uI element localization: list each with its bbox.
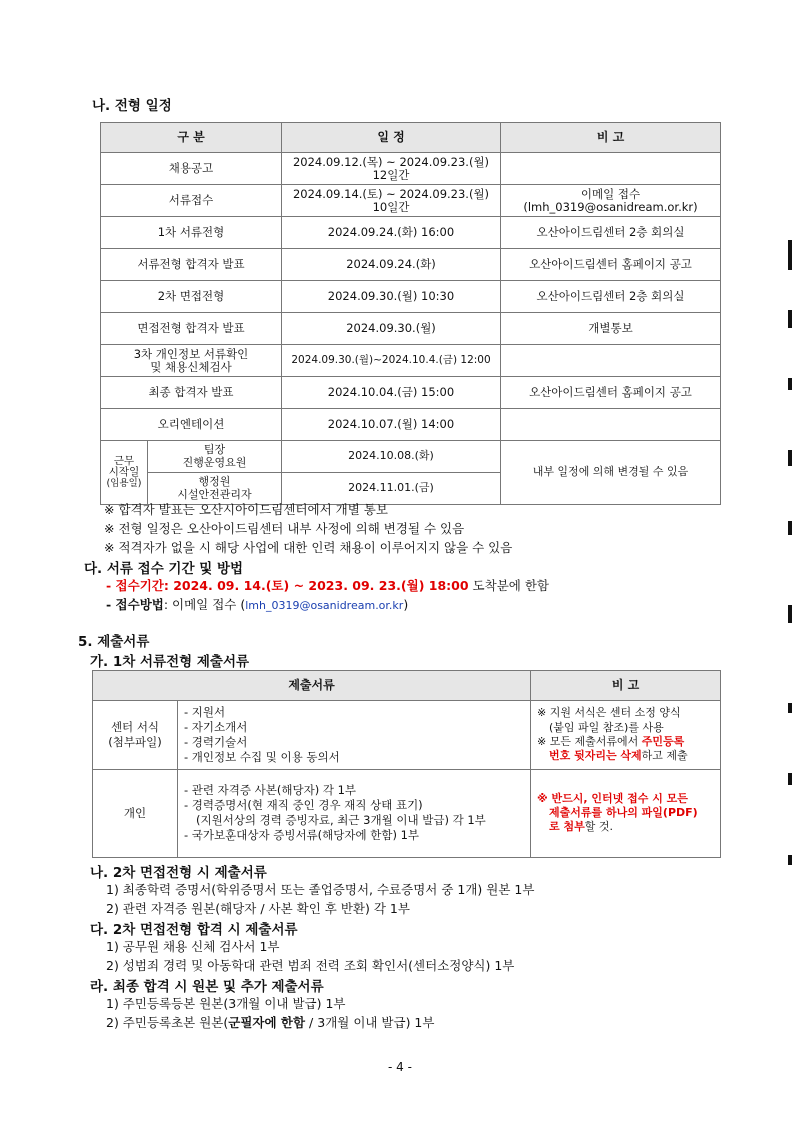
row-label: 1차 서류전형 xyxy=(101,217,282,249)
row-items: - 지원서 - 자기소개서 - 경력기술서 - 개인정보 수집 및 이용 동의서 xyxy=(178,701,531,770)
table-row xyxy=(93,769,721,857)
subheading-interview-pass: 다. 2차 면접전형 합격 시 제출서류 xyxy=(90,922,298,938)
submission-method: - 접수방법: 이메일 접수 (lmh_0319@osanidream.or.kr) xyxy=(106,597,409,612)
col-header-date: 일 정 xyxy=(282,123,501,153)
list-item: 2) 성범죄 경력 및 아동학대 관련 범죄 전력 조회 확인서(센터소정양식) 1부 xyxy=(106,958,515,973)
submission-period: - 접수기간: 2024. 09. 14.(토) ~ 2023. 09. 23.(월) 18:00 도착분에 한함 xyxy=(106,578,549,593)
section-heading-submission: 다. 서류 접수 기간 및 방법 xyxy=(84,561,244,577)
row-date: 2024.09.24.(화) 16:00 xyxy=(282,217,501,249)
documents-table xyxy=(92,670,721,858)
row-label: 오리엔테이션 xyxy=(101,409,282,441)
note-line: ※ 합격자 발표는 오산시아이드림센터에서 개별 통보 xyxy=(104,502,388,517)
table-row xyxy=(101,249,721,281)
table-row xyxy=(101,313,721,345)
row-note: 개별통보 xyxy=(501,313,721,345)
role-cell: 팀장 진행운영요원 xyxy=(148,441,282,473)
col-header-category: 구 분 xyxy=(101,123,282,153)
subheading-first-round: 가. 1차 서류전형 제출서류 xyxy=(90,654,250,670)
row-date: 2024.10.08.(화) xyxy=(282,441,501,473)
row-label: 센터 서식 (첨부파일) xyxy=(93,701,178,770)
schedule-table xyxy=(100,122,721,505)
list-item: 2) 주민등록초본 원본(군필자에 한함 / 3개월 이내 발급) 1부 xyxy=(106,1015,435,1030)
row-note: 오산아이드림센터 2층 회의실 xyxy=(501,217,721,249)
subheading-interview: 나. 2차 면접전형 시 제출서류 xyxy=(90,865,267,881)
table-row xyxy=(101,441,721,473)
row-note: 오산아이드림센터 2층 회의실 xyxy=(501,281,721,313)
list-item: 2) 관련 자격증 원본(해당자 / 사본 확인 후 반환) 각 1부 xyxy=(106,901,410,916)
role-cell: 행정원 시설안전관리자 xyxy=(148,473,282,505)
section-heading-documents: 5. 제출서류 xyxy=(78,634,150,650)
row-label: 서류접수 xyxy=(101,185,282,217)
row-date: 2024.09.30.(월) 10:30 xyxy=(282,281,501,313)
row-label: 면접전형 합격자 발표 xyxy=(101,313,282,345)
table-row xyxy=(101,345,721,377)
row-date: 2024.11.01.(금) xyxy=(282,473,501,505)
row-label: 2차 면접전형 xyxy=(101,281,282,313)
list-item: 1) 주민등록등본 원본(3개월 이내 발급) 1부 xyxy=(106,996,346,1011)
row-label: 최종 합격자 발표 xyxy=(101,377,282,409)
row-date: 2024.09.24.(화) xyxy=(282,249,501,281)
row-note xyxy=(501,345,721,377)
row-date: 2024.09.30.(월)~2024.10.4.(금) 12:00 xyxy=(282,345,501,377)
row-items: - 관련 자격증 사본(해당자) 각 1부 - 경력증명서(현 재직 중인 경우 재직 상태 표기) (지원서상의 경력 증빙자료, 최근 3개월 이내 발급) 각 1부 - 국가보훈대상자 증빙서류(해당자에 한함) 1부 xyxy=(178,769,531,857)
subheading-final-pass: 라. 최종 합격 시 원본 및 추가 제출서류 xyxy=(90,979,324,995)
row-date: 2024.10.04.(금) 15:00 xyxy=(282,377,501,409)
section-heading-schedule: 나. 전형 일정 xyxy=(92,98,172,114)
list-item: 1) 최종학력 증명서(학위증명서 또는 졸업증명서, 수료증명서 중 1개) 원본 1부 xyxy=(106,882,535,897)
row-note: ※ 지원 서식은 센터 소정 양식 (붙임 파일 참조)를 사용 ※ 모든 제출서류에서 주민등록 번호 뒷자리는 삭제하고 제출 xyxy=(531,701,721,770)
row-date: 2024.09.30.(월) xyxy=(282,313,501,345)
row-note xyxy=(501,409,721,441)
row-note: 오산아이드림센터 홈페이지 공고 xyxy=(501,249,721,281)
col-header-note: 비 고 xyxy=(531,671,721,701)
table-row xyxy=(101,281,721,313)
row-date: 2024.10.07.(월) 14:00 xyxy=(282,409,501,441)
table-row xyxy=(101,185,721,217)
table-row xyxy=(93,701,721,770)
start-date-label: 근무 시작일 (임용일) xyxy=(101,441,148,505)
row-note xyxy=(501,153,721,185)
table-row xyxy=(101,409,721,441)
row-label: 3차 개인정보 서류확인 및 채용신체검사 xyxy=(101,345,282,377)
page-number: - 4 - xyxy=(388,1060,412,1074)
row-label: 개인 xyxy=(93,769,178,857)
table-row xyxy=(101,217,721,249)
note-line: ※ 적격자가 없을 시 해당 사업에 대한 인력 채용이 이루어지지 않을 수 있음 xyxy=(104,540,513,555)
table-row xyxy=(101,153,721,185)
row-date: 2024.09.14.(토) ~ 2024.09.23.(월) 10일간 xyxy=(282,185,501,217)
row-note: ※ 반드시, 인터넷 접수 시 모든 제출서류를 하나의 파일(PDF) 로 첨부할 것. xyxy=(531,769,721,857)
note-line: ※ 전형 일정은 오산아이드림센터 내부 사정에 의해 변경될 수 있음 xyxy=(104,521,465,536)
table-row xyxy=(101,377,721,409)
row-date: 2024.09.12.(목) ~ 2024.09.23.(월) 12일간 xyxy=(282,153,501,185)
row-note: 오산아이드림센터 홈페이지 공고 xyxy=(501,377,721,409)
list-item: 1) 공무원 채용 신체 검사서 1부 xyxy=(106,939,280,954)
row-note: 이메일 접수 (lmh_0319@osanidream.or.kr) xyxy=(501,185,721,217)
row-label: 서류전형 합격자 발표 xyxy=(101,249,282,281)
row-note: 내부 일정에 의해 변경될 수 있음 xyxy=(501,441,721,505)
col-header-documents: 제출서류 xyxy=(93,671,531,701)
adjacent-page-edge xyxy=(782,230,796,1010)
col-header-note: 비 고 xyxy=(501,123,721,153)
row-label: 채용공고 xyxy=(101,153,282,185)
